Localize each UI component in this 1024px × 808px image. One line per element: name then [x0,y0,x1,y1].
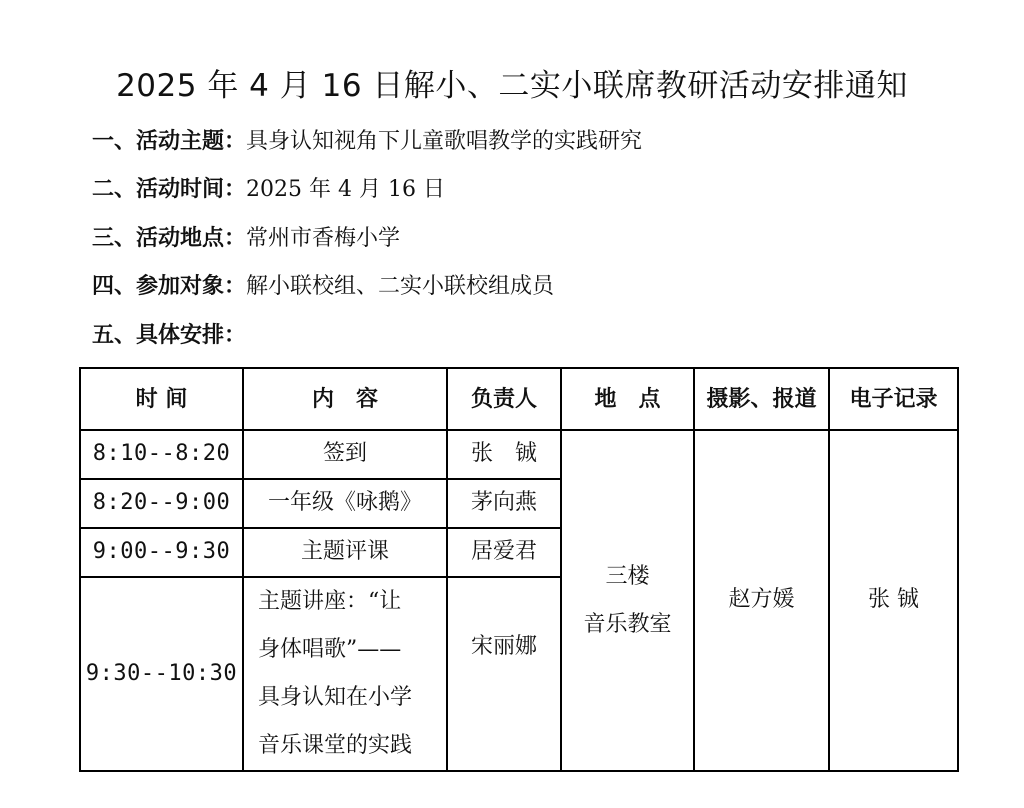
row-owner: 茅向燕 [447,479,561,528]
info-theme-value: 具身认知视角下儿童歌唱教学的实践研究 [246,129,643,154]
venue-cell [561,430,694,771]
info-time [92,172,445,203]
info-schedule [92,318,246,349]
row-content: 签到 [243,430,447,479]
header-record: 电子记录 [829,368,958,430]
row-owner: 宋丽娜 [447,577,561,771]
schedule-table [79,367,959,772]
content-line: 主题讲座：“让 [258,589,402,614]
info-time-key: 二、活动时间： [92,176,247,202]
header-content: 内 容 [243,368,447,430]
row-time: 8:20--9:00 [80,479,243,528]
row-owner: 张 铖 [447,430,561,479]
row-time: 9:00--9:30 [80,528,243,577]
info-participants-key: 四、参加对象： [92,273,247,299]
row-content: 主题评课 [243,528,447,577]
info-participants-value: 解小联校组、二实小联校组成员 [246,274,555,299]
row-time: 9:30--10:30 [80,577,243,771]
info-place-value: 常州市香梅小学 [246,226,401,251]
header-time: 时 间 [80,368,243,430]
row-owner: 居爱君 [447,528,561,577]
table-row [80,430,958,479]
info-place [92,221,400,252]
page-title: 2025 年 4 月 16 日解小、二实小联席教研活动安排通知 [116,68,908,104]
info-time-value: 2025 年 4 月 16 日 [246,177,445,202]
info-theme-key: 一、活动主题： [92,128,247,154]
row-content: 一年级《咏鹅》 [243,479,447,528]
photo-cell: 赵方媛 [694,430,829,771]
info-participants [92,269,554,300]
content-line: 身体唱歌”—— [258,637,402,662]
content-line: 具身认知在小学 [258,685,413,710]
info-place-key: 三、活动地点： [92,225,247,251]
row-time: 8:10--8:20 [80,430,243,479]
content-line: 音乐课堂的实践 [258,733,413,758]
info-theme [92,124,642,155]
record-cell: 张 铖 [829,430,958,771]
venue-line: 音乐教室 [583,611,672,637]
row-content [243,577,447,771]
header-owner: 负责人 [447,368,561,430]
header-photo: 摄影、报道 [694,368,829,430]
info-schedule-key: 五、具体安排： [92,322,247,348]
table-header-row [80,368,958,430]
header-venue: 地 点 [561,368,694,430]
venue-line: 三楼 [605,563,650,589]
